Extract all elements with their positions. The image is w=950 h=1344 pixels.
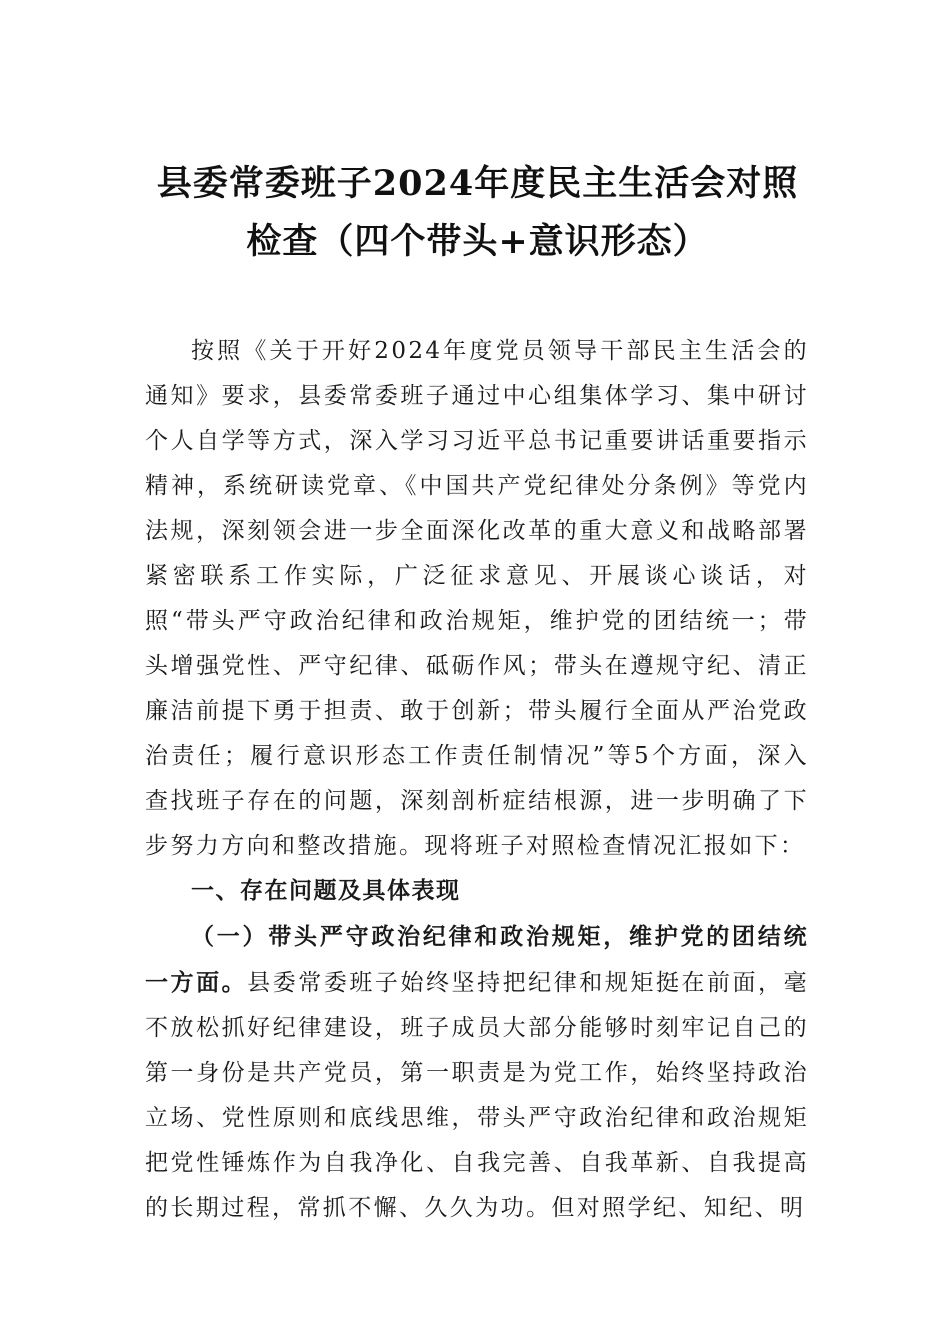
subsection-paragraph bbox=[145, 914, 809, 1231]
intro-paragraph: 按照《关于开好2024年度党员领导干部民主生活会的通知》要求，县委常委班子通过中心组集体学习、集中研讨个人自学等方式，深入学习习近平总书记重要讲话重要指示精神，系统研读党章、《中国共产党纪律处分条例》等党内法规，深刻领会进一步全面深化改革的重大意义和战略部署紧密联系工作实际，广泛征求意见、开展谈心谈话，对照“带头严守政治纪律和政治规矩，维护党的团结统一；带头增强党性、严守纪律、砥砺作风；带头在遵规守纪、清正廉洁前提下勇于担责、敢于创新；带头履行全面从严治党政治责任；履行意识形态工作责任制情况”等5个方面，深入查找班子存在的问题，深刻剖析症结根源，进一步明确了下步努力方向和整改措施。现将班子对照检查情况汇报如下： bbox=[145, 338, 809, 859]
document-title: 县委常委班子2024年度民主生活会对照检查（四个带头+意识形态） bbox=[156, 163, 799, 262]
document-body bbox=[145, 329, 809, 1231]
subsection-body: 县委常委班子始终坚持把纪律和规矩挺在前面，毫不放松抓好纪律建设，班子成员大部分能够时刻牢记自己的第一身份是共产党员，第一职责是为党工作，始终坚持政治立场、党性原则和底线思维，带头严守政治纪律和政治规矩把党性锤炼作为自我净化、自我完善、自我革新、自我提高的长期过程，常抓不懈、久久为功。但对照学纪、知纪、明 bbox=[145, 970, 809, 1221]
section-heading: 一、存在问题及具体表现 bbox=[191, 878, 461, 904]
subsection-lead: （一）带头严守政治纪律和政治规矩，维护党的团结统一方面。 bbox=[145, 923, 809, 996]
